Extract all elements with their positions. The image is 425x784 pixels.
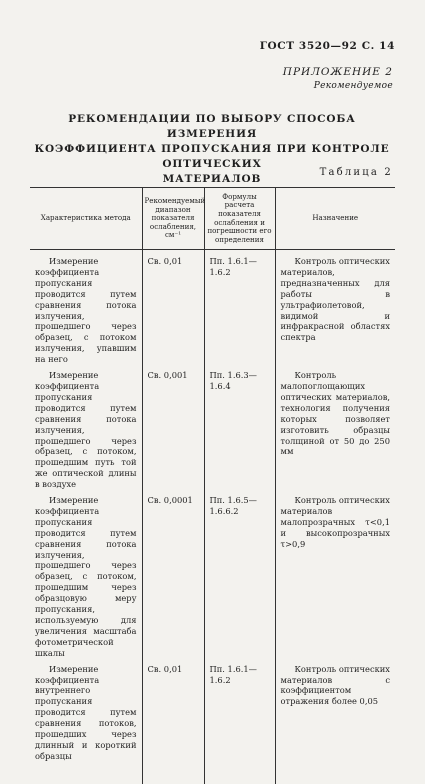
range-cell: Св. 0,0001 — [142, 493, 204, 662]
method-cell — [30, 250, 142, 369]
table-label: Таблица 2 — [319, 167, 393, 178]
table-header-row — [30, 188, 395, 250]
purpose-cell — [275, 662, 395, 765]
appendix-subtitle: Рекомендуемое — [313, 81, 393, 91]
page-header: ГОСТ 3520—92 С. 14 — [259, 40, 395, 52]
title-line-1: РЕКОМЕНДАЦИИ ПО ВЫБОРУ СПОСОБА ИЗМЕРЕНИЯ — [68, 113, 356, 140]
method-text: Измерение коэффициента внутреннего пропускания проводится путем сравнения потоков, прошедших через длинный и короткий образцы — [35, 663, 137, 761]
purpose-cell — [275, 368, 395, 493]
purpose-text: Контроль малопоглощающих оптических материалов, технология получения которых позволяет изготовить образцы толщиной от 50 до 250 мм — [280, 370, 390, 457]
title-line-2: КОЭФФИЦИЕНТА ПРОПУСКАНИЯ ПРИ КОНТРОЛЕ ОПТИЧЕСКИХ — [34, 143, 390, 170]
method-text: Измерение коэффициента пропускания проводится путем сравнения потока излучения, прошедшего через образец, с потоком излучения, упавшим на него — [35, 256, 137, 365]
method-text: Измерение коэффициента пропускания проводится путем сравнения потока излучения, прошедшего через образец, с потоком, прошедшим путь той же оптической длины в воздухе — [35, 370, 137, 490]
appendix-title: ПРИЛОЖЕНИЕ 2 — [282, 66, 393, 78]
range-cell: Св. 0,01 — [142, 662, 204, 765]
method-cell — [30, 662, 142, 765]
table-row — [30, 368, 395, 493]
column-header-range: Рекомендуемый диапазон показателя ослабления, см⁻¹ — [142, 188, 204, 250]
formula-cell: Пп. 1.6.1—1.6.2 — [204, 250, 275, 369]
column-header-purpose: Назначение — [275, 188, 395, 250]
table-row — [30, 493, 395, 662]
purpose-text: Контроль оптических материалов с коэффициентом отражения более 0,05 — [280, 663, 390, 707]
formula-cell: Пп. 1.6.5—1.6.6.2 — [204, 493, 275, 662]
table-bottom-spacer — [30, 765, 395, 784]
purpose-cell — [275, 250, 395, 369]
purpose-cell — [275, 493, 395, 662]
table-row — [30, 250, 395, 369]
range-cell: Св. 0,001 — [142, 368, 204, 493]
method-text: Измерение коэффициента пропускания проводится путем сравнения потока излучения, прошедшего через образец, с потоком, прошедшим через образцовую меру пропускания, используемую для увеличения масштаба фотометрической шкалы — [35, 495, 137, 658]
title-line-3: МАТЕРИАЛОВ — [162, 173, 262, 185]
column-header-formula: Формулы расчета показателя ослабления и погрешности его определения — [204, 188, 275, 250]
method-cell — [30, 368, 142, 493]
purpose-text: Контроль оптических материалов малопрозрачных τ<0,1 и высокопрозрачных τ>0,9 — [280, 495, 390, 549]
table-row — [30, 662, 395, 765]
appendix-label — [283, 66, 393, 91]
range-cell: Св. 0,01 — [142, 250, 204, 369]
method-cell — [30, 493, 142, 662]
formula-cell: Пп. 1.6.1—1.6.2 — [204, 662, 275, 765]
column-header-method: Характеристика метода — [30, 188, 142, 250]
formula-cell: Пп. 1.6.3—1.6.4 — [204, 368, 275, 493]
purpose-text: Контроль оптических материалов, предназначенных для работы в ультрафиолетовой, видимой и инфракрасной областях спектра — [280, 256, 390, 343]
recommendations-table — [30, 187, 395, 784]
